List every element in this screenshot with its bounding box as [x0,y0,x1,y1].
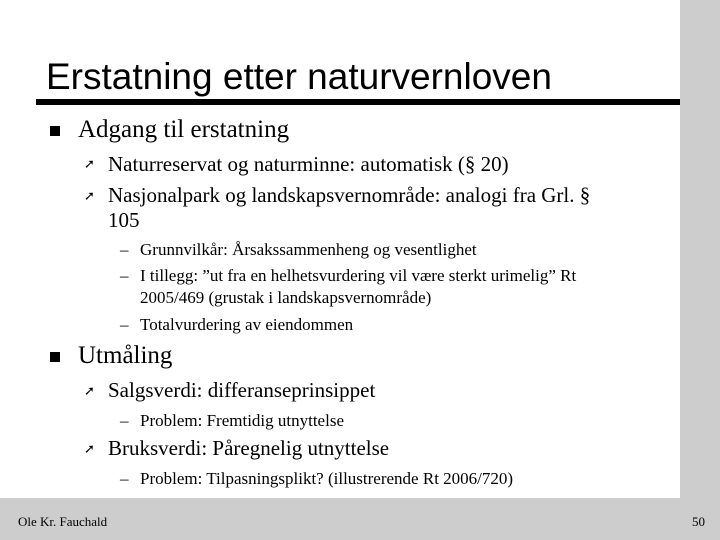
arrow-bullet-icon: ➚ [84,384,95,399]
bullet-nasjonalpark-cont: 105 [108,208,140,232]
bullet-problem-tilpasning: Problem: Tilpasningsplikt? (illustrerende Rt 2006/720) [140,469,514,488]
bullet-nasjonalpark: Nasjonalpark og landskapsvernområde: analogi fra Grl. § [108,183,591,207]
slide-title: Erstatning etter naturvernloven [46,56,552,97]
footer-author: Ole Kr. Fauchald [18,514,108,529]
arrow-bullet-icon: ➚ [84,189,95,204]
bullet-utmaling: Utmåling [78,342,173,369]
page-number: 50 [692,514,705,529]
bullet-problem-fremtidig: Problem: Fremtidig utnyttelse [140,411,344,430]
arrow-bullet-icon: ➚ [84,442,95,457]
bullet-totalvurdering: Totalvurdering av eiendommen [140,315,354,334]
dash-bullet-icon: – [120,315,129,334]
square-bullet-icon [50,352,60,362]
bullet-i-tillegg: I tillegg: ”ut fra en helhetsvurdering vil være sterkt urimelig” Rt [140,266,577,285]
bullet-bruksverdi: Bruksverdi: Påregnelig utnyttelse [108,436,390,460]
bullet-grunnvilkar: Grunnvilkår: Årsakssammenheng og vesentlighet [140,240,477,259]
bottom-decor-bar [0,498,720,540]
bullet-naturreservat: Naturreservat og naturminne: automatisk (§ 20) [108,152,509,176]
bullet-i-tillegg-cont: 2005/469 (grustak i landskapsvernområde) [140,288,432,307]
title-underline [36,99,680,105]
arrow-bullet-icon: ➚ [84,157,95,172]
dash-bullet-icon: – [120,266,129,285]
dash-bullet-icon: – [120,469,129,488]
bullet-adgang: Adgang til erstatning [78,116,290,143]
bullet-salgsverdi: Salgsverdi: differanseprinsippet [108,378,376,402]
dash-bullet-icon: – [120,240,129,259]
right-decor-bar [680,0,720,498]
dash-bullet-icon: – [120,411,129,430]
square-bullet-icon [50,126,60,136]
